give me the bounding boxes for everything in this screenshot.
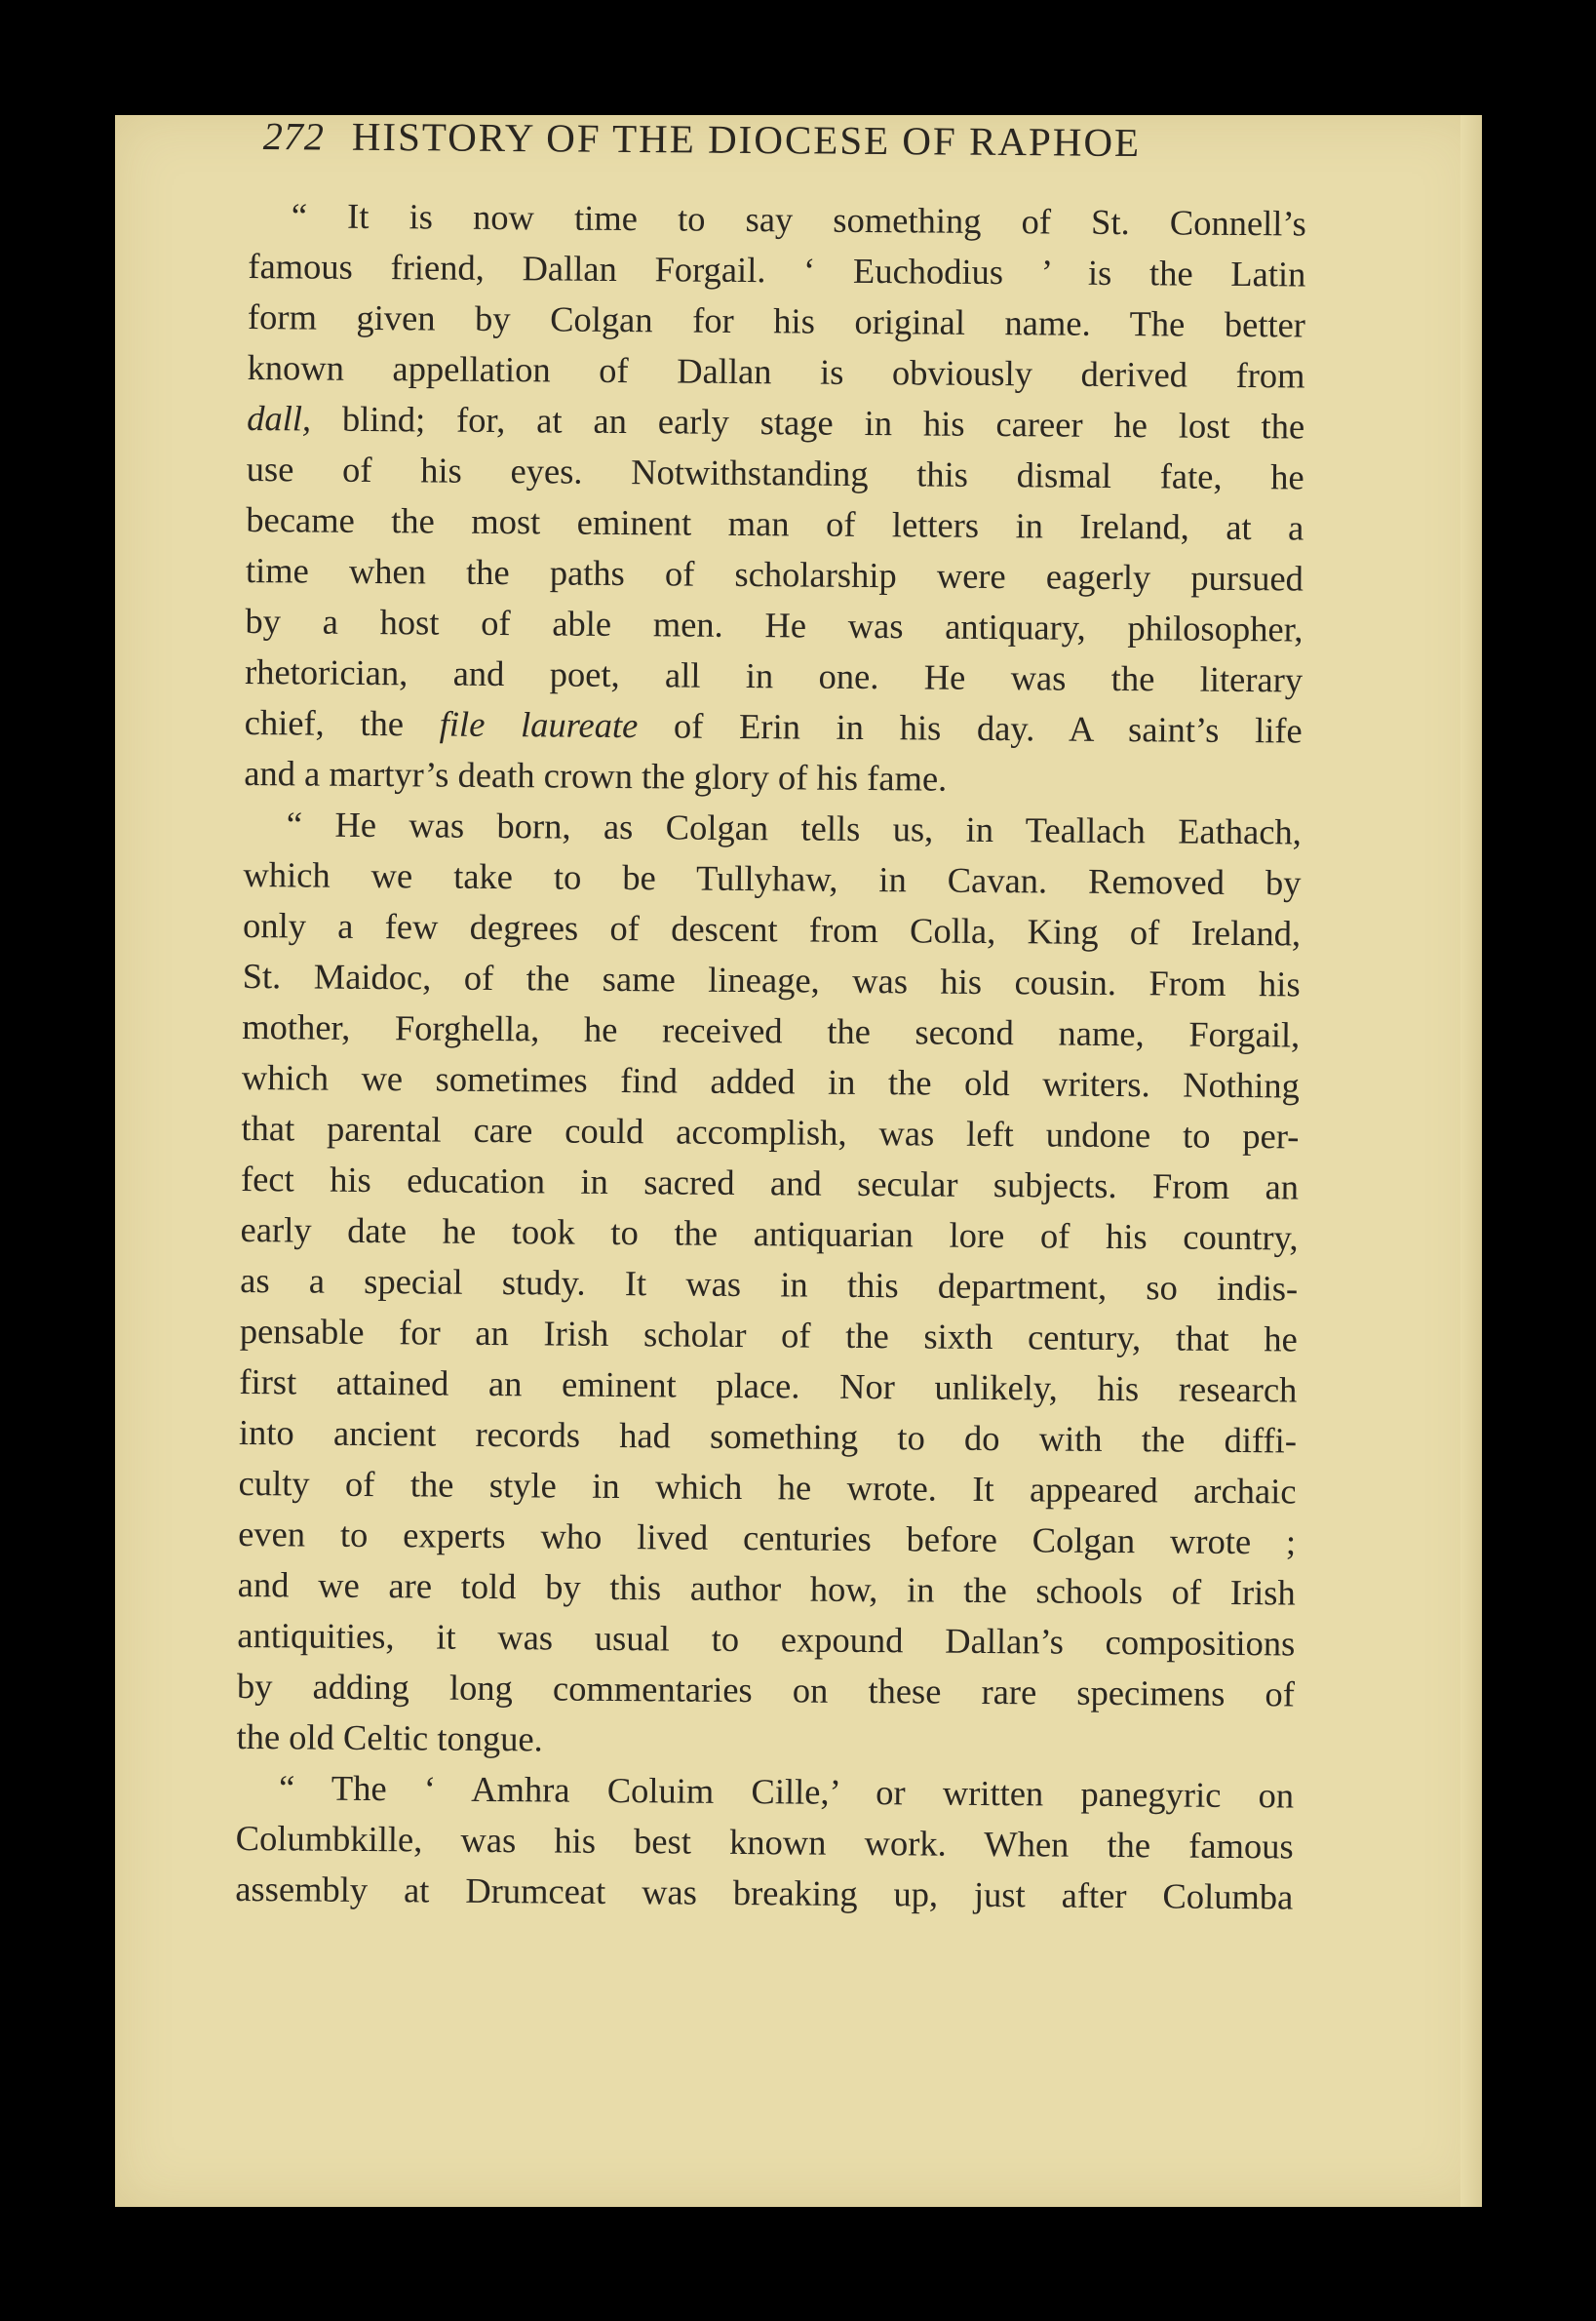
text-line: use of his eyes. Notwithstanding this dismal fate, he [246,448,1304,497]
running-title: HISTORY OF THE DIOCESE OF RAPHOE [351,113,1142,166]
text-line: as a special study. It was in this department, so indis- [240,1259,1299,1309]
text-line: which we sometimes find added in the old writers. Nothing [241,1056,1300,1106]
text-line: and we are told by this author how, in the schools of Irish [237,1563,1296,1613]
text-line: culty of the style in which he wrote. It appeared archaic [238,1462,1297,1512]
text-line: first attained an eminent place. Nor unlikely, his research [239,1360,1298,1410]
text-line: assembly at Drumceat was breaking up, just after Columba [235,1868,1294,1917]
text-line: Columbkille, was his best known work. When the famous [235,1817,1294,1867]
text-line: and a martyr’s death crown the glory of his fame. [244,752,948,799]
text-line-with-italic: dall, blind; for, at an early stage in his career he lost the [247,397,1305,447]
paragraph-2 [236,799,1302,1770]
text-line: by adding long commentaries on these rare specimens of [236,1665,1296,1714]
text-line: only a few degrees of descent from Colla, King of Ireland, [242,904,1302,954]
text-line: fect his education in sacred and secular subjects. From an [240,1158,1300,1207]
italic-term: file laureate [439,703,639,746]
text-line: time when the paths of scholarship were eagerly pursued [245,549,1304,599]
text-line: form given by Colgan for his original name. The better [247,295,1306,345]
text-line: early date he took to the antiquarian lore of his country, [240,1208,1299,1258]
body-text [235,190,1306,1922]
page-number: 272 [262,113,325,159]
text-line: became the most eminent man of letters in Ireland, at a [246,498,1304,548]
page-edge [1460,115,1482,2207]
text-line: into ancient records had something to do with the diffi- [238,1411,1298,1461]
text-line: “ The ‘ Amhra Coluim Cille,’ or written panegyric on [278,1767,1295,1816]
text-line: that parental care could accomplish, was left undone to per- [241,1107,1300,1157]
text-line: which we take to be Tullyhaw, in Cavan. Removed by [243,853,1302,903]
text-line: pensable for an Irish scholar of the sixth century, that he [239,1310,1298,1359]
text-line: mother, Forghella, he received the second name, Forgail, [242,1005,1301,1055]
text-line: “ It is now time to say something of St. Connell’s [291,195,1306,244]
text-line: antiquities, it was usual to expound Dallan’s compositions [237,1614,1296,1664]
text-line: by a host of able men. He was antiquary, philosopher, [245,600,1304,649]
italic-term: dall, [247,397,312,439]
text-line: even to experts who lived centuries before Colgan wrote ; [238,1513,1297,1562]
text-line: “ He was born, as Colgan tells us, in Teallach Eathach, [286,804,1303,852]
text-line: famous friend, Dallan Forgail. ‘ Euchodius ’ is the Latin [248,245,1306,295]
text-line: rhetorician, and poet, all in one. He was the literary [244,650,1304,700]
paragraph-1 [244,190,1306,807]
text-line: known appellation of Dallan is obviously derived from [247,346,1305,396]
text-line: the old Celtic tongue. [236,1715,543,1759]
text-line-with-italic: chief, the file laureate of Erin in his day. A saint’s life [244,701,1303,751]
page-header [263,112,1360,179]
text-line: St. Maidoc, of the same lineage, was his cousin. From his [242,955,1301,1004]
paragraph-3 [235,1762,1294,1923]
